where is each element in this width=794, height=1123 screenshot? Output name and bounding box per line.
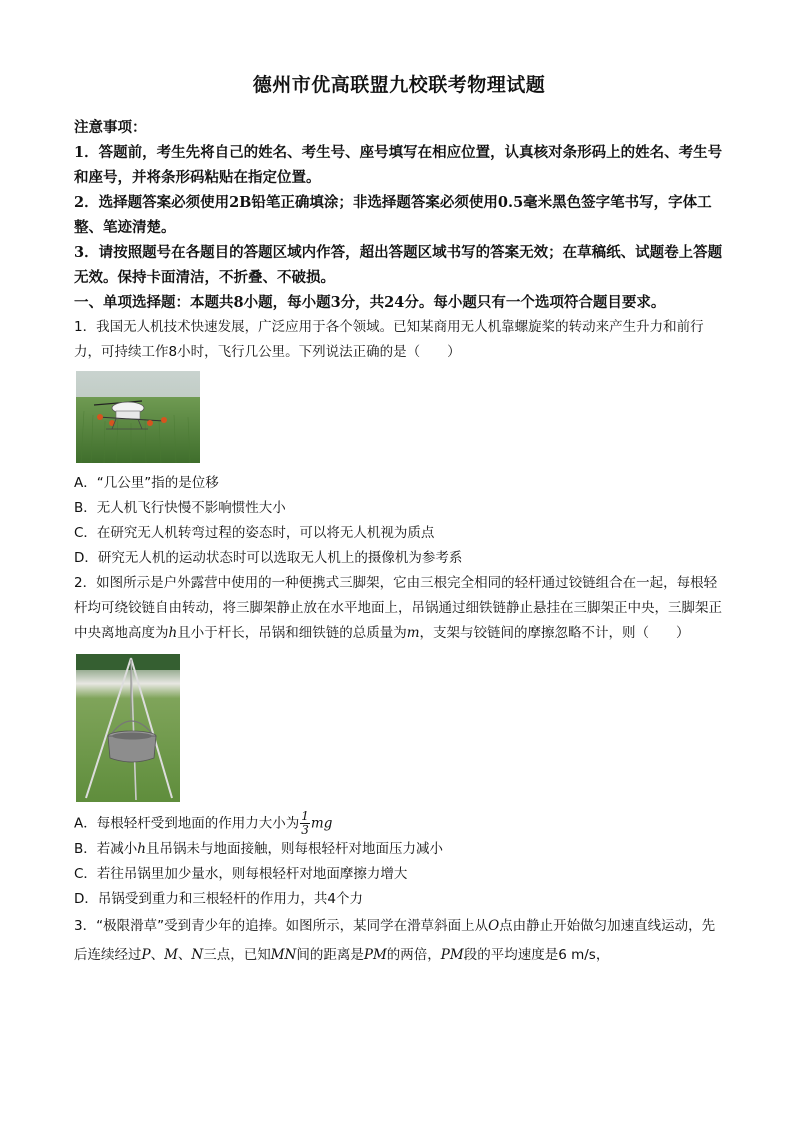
question-2-option-d: D．吊锅受到重力和三根轻杆的作用力，共4个力 xyxy=(74,891,363,907)
var-pm-2: PM xyxy=(440,947,464,963)
section-heading: 一、单项选择题：本题共8小题，每小题3分，共24分。每小题只有一个选项符合题目要求。 xyxy=(74,294,666,311)
question-2-option-a xyxy=(74,810,724,837)
notice-item-1: 1．答题前，考生先将自己的姓名、考生号、座号填写在相应位置，认真核对条形码上的姓名、考生号和座号，并将条形码粘贴在指定位置。 xyxy=(74,144,723,186)
fraction-one-third xyxy=(300,810,310,837)
separator-2: 、 xyxy=(177,947,192,963)
question-2-stem-b: 且小于杆长，吊锅和细铁链的总质量为 xyxy=(177,625,407,641)
question-3-text-1: 3．“极限滑草”受到青少年的追捧。如图所示，某同学在滑草斜面上从 xyxy=(74,918,489,934)
question-3-text-6: 段的平均速度是6 m/s， xyxy=(463,947,610,963)
exam-page xyxy=(74,62,724,970)
question-2-option-a-text: A．每根轻杆受到地面的作用力大小为 xyxy=(74,815,300,832)
tripod-photo-image xyxy=(76,654,180,802)
question-3-stem xyxy=(74,912,724,970)
question-2-option-b-post: 且吊锅未与地面接触，则每根轻杆对地面压力减小 xyxy=(145,841,443,857)
notice-heading: 注意事项： xyxy=(74,119,147,136)
page-title: 德州市优高联盟九校联考物理试题 xyxy=(252,74,546,96)
question-1-option-c: C．在研究无人机转弯过程的姿态时，可以将无人机视为质点 xyxy=(74,525,435,541)
question-3-text-4: 间的距离是 xyxy=(296,947,364,963)
var-m: m xyxy=(406,625,420,641)
notice-item-3: 3．请按照题号在各题目的答题区域内作答，超出答题区域书写的答案无效；在草稿纸、试题卷上答题无效。保持卡面清洁，不折叠、不破损。 xyxy=(74,244,723,286)
question-2-stem-a: 2．如图所示是户外露营中使用的一种便携式三脚架，它由三根完全相同的轻杆通过铰链组合在一起，每根轻杆均可绕铰链自由转动，将三脚架静止放在水平地面上，吊锅通过细铁链静止悬挂在三脚架正中央，三脚架正中央离地高度为 xyxy=(74,575,722,641)
var-m-point: M xyxy=(164,947,178,963)
var-h: h xyxy=(168,625,178,641)
fraction-denominator: 3 xyxy=(301,823,309,837)
question-3-text-2: 点由静止开始做匀加速直线运动，先后连续经过 xyxy=(74,918,716,963)
question-1-option-a: A．“几公里”指的是位移 xyxy=(74,475,219,491)
separator-1: 、 xyxy=(150,947,165,963)
question-2-option-b xyxy=(74,837,724,862)
tripod-photo xyxy=(76,654,180,802)
question-1-stem: 1．我国无人机技术快速发展，广泛应用于各个领域。已知某商用无人机靠螺旋桨的转动来产生升力和前行力，可持续工作8小时，飞行几公里。下列说法正确的是（ ） xyxy=(74,319,704,360)
fraction-numerator: 1 xyxy=(301,809,309,823)
question-1-option-b: B．无人机飞行快慢不影响惯性大小 xyxy=(74,500,286,516)
var-h-b: h xyxy=(137,841,146,857)
question-1-option-d: D．研究无人机的运动状态时可以选取无人机上的摄像机为参考系 xyxy=(74,550,463,566)
var-mn: MN xyxy=(270,947,297,963)
question-2-stem-c: ，支架与铰链间的摩擦忽略不计，则（ ） xyxy=(419,625,690,641)
question-3-text-5: 的两倍， xyxy=(386,947,441,963)
drone-photo-image xyxy=(76,371,200,463)
var-p: P xyxy=(141,947,151,963)
notice-item-2: 2．选择题答案必须使用2B铅笔正确填涂；非选择题答案必须使用0.5毫米黑色签字笔书写，字体工整、笔迹清楚。 xyxy=(74,194,712,236)
question-2-option-b-pre: B．若减小 xyxy=(74,841,138,857)
drone-photo xyxy=(76,371,200,463)
var-pm: PM xyxy=(363,947,387,963)
question-2-option-c: C．若往吊锅里加少量水，则每根轻杆对地面摩擦力增大 xyxy=(74,866,408,882)
question-3-text-3: 三点，已知 xyxy=(203,947,271,963)
question-2-stem xyxy=(74,571,724,646)
var-mg: mg xyxy=(310,815,333,832)
var-n: N xyxy=(191,947,204,963)
var-o: O xyxy=(488,918,500,934)
